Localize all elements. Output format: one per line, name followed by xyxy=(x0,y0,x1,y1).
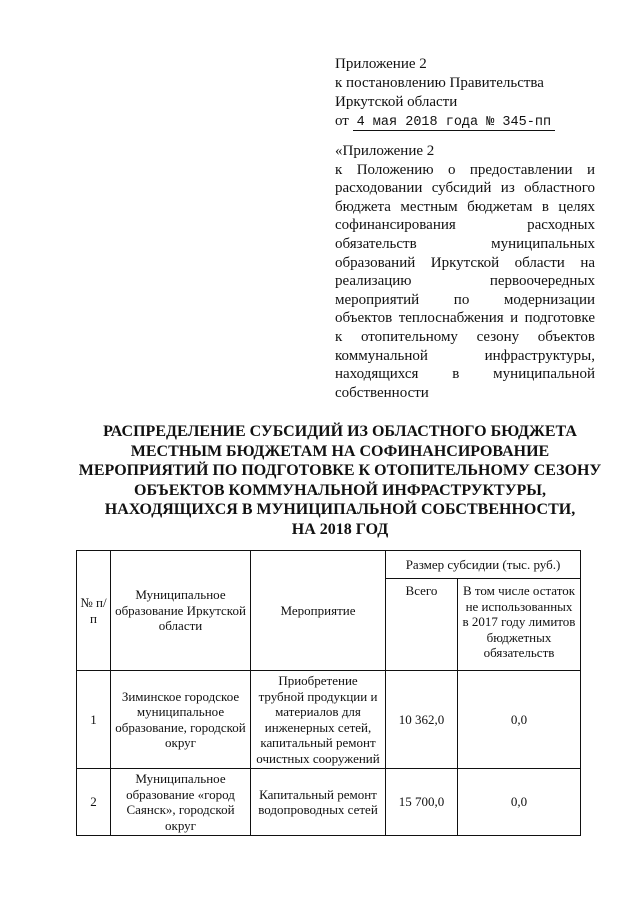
appendix-header xyxy=(335,55,605,132)
regulation-line: реализацию первоочередных xyxy=(335,273,595,290)
header-number: № п/п xyxy=(77,551,111,671)
appendix-line: к постановлению Правительства xyxy=(335,75,544,91)
row-total: 15 700,0 xyxy=(386,769,458,836)
header-remainder: В том числе остаток не использованных в 2017 году лимитов бюджетных обязательств xyxy=(458,579,581,671)
title-line: НА 2018 ГОД xyxy=(291,520,389,538)
regulation-line: находящихся в муниципальной xyxy=(335,366,595,383)
header-measure: Мероприятие xyxy=(251,551,386,671)
row-number: 1 xyxy=(77,671,111,769)
title-line: МЕРОПРИЯТИЙ ПО ПОДГОТОВКЕ К ОТОПИТЕЛЬНОМУ СЕЗОНУ xyxy=(78,462,602,479)
appendix-line: Иркутской области xyxy=(335,94,458,110)
regulation-line: мероприятий по модернизации xyxy=(335,291,595,308)
table-header-row xyxy=(77,551,581,579)
row-remainder: 0,0 xyxy=(458,671,581,769)
date-prefix: от xyxy=(335,113,349,129)
title-line: МЕСТНЫМ БЮДЖЕТАМ НА СОФИНАНСИРОВАНИЕ xyxy=(130,442,550,460)
table-row xyxy=(77,769,581,836)
regulation-line: к Положению о предоставлении и xyxy=(335,161,595,178)
regulation-line: «Приложение 2 xyxy=(335,143,435,159)
table-row xyxy=(77,671,581,769)
row-municipality: Зиминское городское муниципальное образование, городской округ xyxy=(111,671,251,769)
row-measure: Приобретение трубной продукции и материалов для инженерных сетей, капитальный ремонт очистных сооружений xyxy=(251,671,386,769)
regulation-line: обязательств муниципальных xyxy=(335,235,595,252)
header-subsidy-size: Размер субсидии (тыс. руб.) xyxy=(386,551,581,579)
row-remainder: 0,0 xyxy=(458,769,581,836)
header-total: Всего xyxy=(386,579,458,671)
header-municipality: Муниципальное образование Иркутской области xyxy=(111,551,251,671)
regulation-line: собственности xyxy=(335,384,429,401)
appendix-date-line xyxy=(335,112,605,132)
title-line: ОБЪЕКТОВ КОММУНАЛЬНОЙ ИНФРАСТРУКТУРЫ, xyxy=(134,481,546,499)
regulation-line: объектов теплоснабжения и подготовке xyxy=(335,310,595,327)
document-title xyxy=(60,422,620,539)
row-measure: Капитальный ремонт водопроводных сетей xyxy=(251,769,386,836)
title-line: РАСПРЕДЕЛЕНИЕ СУБСИДИЙ ИЗ ОБЛАСТНОГО БЮДЖЕТА xyxy=(103,423,577,440)
regulation-line: коммунальной инфраструктуры, xyxy=(335,347,595,364)
row-number: 2 xyxy=(77,769,111,836)
subsidy-table xyxy=(76,550,581,836)
regulation-line: расходовании субсидий из областного xyxy=(335,180,595,197)
row-total: 10 362,0 xyxy=(386,671,458,769)
regulation-line: образований Иркутской области на xyxy=(335,254,595,271)
regulation-line: к отопительному сезону объектов xyxy=(335,328,595,345)
regulation-appendix xyxy=(335,142,595,402)
title-line: НАХОДЯЩИХСЯ В МУНИЦИПАЛЬНОЙ СОБСТВЕННОСТИ, xyxy=(104,501,576,518)
row-municipality: Муниципальное образование «город Саянск», городской округ xyxy=(111,769,251,836)
regulation-line: бюджета местным бюджетам в целях xyxy=(335,198,595,215)
date-value: 4 мая 2018 года № 345-пп xyxy=(353,115,555,131)
regulation-line: софинансирования расходных xyxy=(335,217,595,234)
appendix-line: Приложение 2 xyxy=(335,56,427,72)
